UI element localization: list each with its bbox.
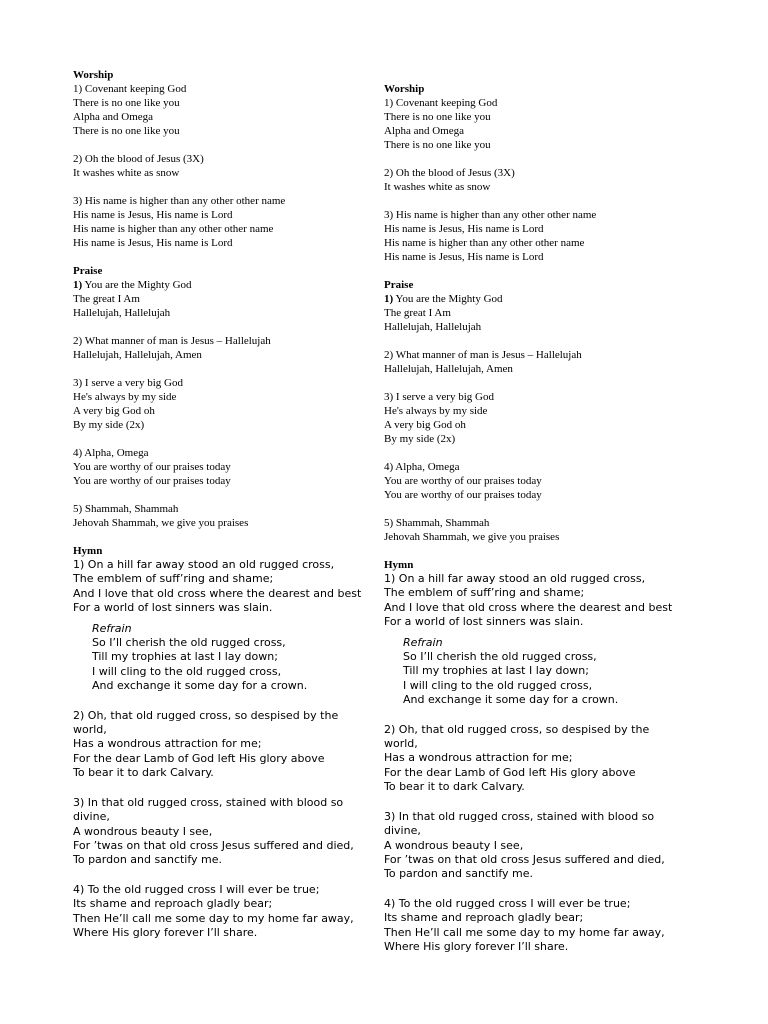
refrain-label: Refrain: [403, 635, 443, 649]
lyric-line: It washes white as snow: [73, 167, 180, 179]
lyric-line: His name is Jesus, His name is Lord: [73, 209, 233, 221]
verse-gap: [384, 889, 694, 897]
lyric-line: You are worthy of our praises today: [384, 489, 542, 501]
verse-gap: [73, 701, 383, 709]
song-gap: [73, 320, 383, 334]
lyric-line: 1) Covenant keeping God: [384, 97, 498, 109]
lyric-line: You are worthy of our praises today: [384, 475, 542, 487]
lyric-line: He's always by my side: [73, 391, 177, 403]
refrain-label: Refrain: [92, 621, 132, 635]
lyric-line: Has a wondrous attraction for me;: [73, 737, 262, 751]
hymn-heading: Hymn: [384, 559, 414, 571]
hymn-section: [73, 544, 383, 940]
worship-song: [384, 208, 694, 264]
lyric-line: Hallelujah, Hallelujah, Amen: [384, 363, 513, 375]
lyric-line: Its shame and reproach gladly bear;: [384, 911, 584, 925]
lyric-line: Where His glory forever I’ll share.: [384, 939, 569, 953]
verse-gap: [73, 781, 383, 789]
praise-song: [73, 278, 383, 320]
lyric-line: 2) What manner of man is Jesus – Hallelujah: [73, 335, 271, 347]
lyric-line: The emblem of suff’ring and shame;: [384, 586, 585, 600]
song-gap: [384, 334, 694, 348]
lyric-line: To bear it to dark Calvary.: [384, 780, 525, 794]
song-gap: [73, 488, 383, 502]
lyric-line: For the dear Lamb of God left His glory above: [384, 765, 636, 779]
verse-gap: [73, 868, 383, 876]
verse-gap: [384, 708, 694, 716]
lyric-line: For ’twas on that old cross Jesus suffered and died,: [73, 838, 354, 852]
lyric-line: 2) What manner of man is Jesus – Hallelujah: [384, 349, 582, 361]
lyric-line: 4) To the old rugged cross I will ever be true;: [384, 896, 631, 910]
lyric-line: 5) Shammah, Shammah: [73, 503, 179, 515]
hymn-verse: [384, 810, 694, 882]
lyric-line: Till my trophies at last I lay down;: [403, 664, 589, 678]
lyric-line: 3) His name is higher than any other other name: [73, 195, 286, 207]
lyric-line: So I’ll cherish the old rugged cross,: [403, 650, 597, 664]
lyric-line: world,: [384, 737, 418, 751]
song-gap: [384, 194, 694, 208]
lyric-line: A wondrous beauty I see,: [73, 824, 213, 838]
worship-heading: Worship: [384, 83, 425, 95]
lyric-line: The emblem of suff’ring and shame;: [73, 572, 274, 586]
lyric-line: Jehovah Shammah, we give you praises: [384, 531, 560, 543]
song-gap: [384, 152, 694, 166]
lyric-line: A very big God oh: [384, 419, 466, 431]
lyric-line: 1) On a hill far away stood an old rugged cross,: [384, 572, 646, 585]
lyric-line: Has a wondrous attraction for me;: [384, 751, 573, 765]
hymn-verse: [73, 709, 383, 781]
lyric-line: 4) To the old rugged cross I will ever be true;: [73, 882, 320, 896]
lyric-line: 4) Alpha, Omega: [384, 461, 460, 473]
lyric-line: You are worthy of our praises today: [73, 475, 231, 487]
section-gap: [384, 264, 694, 278]
lyric-line: Then He’ll call me some day to my home far away,: [384, 925, 665, 939]
song-gap: [73, 362, 383, 376]
song-gap: [73, 138, 383, 152]
worship-song: [73, 152, 383, 180]
worship-section: [73, 68, 383, 250]
verse-gap: [384, 715, 694, 723]
worship-song: [73, 194, 383, 250]
lyric-line: 4) Alpha, Omega: [73, 447, 149, 459]
lyric-line: Hallelujah, Hallelujah, Amen: [73, 349, 202, 361]
right-column: [384, 82, 694, 954]
lyric-line: divine,: [384, 824, 421, 838]
lyric-line: His name is higher than any other other name: [73, 223, 274, 235]
lyric-line: For ’twas on that old cross Jesus suffered and died,: [384, 852, 665, 866]
lyric-line: I will cling to the old rugged cross,: [92, 664, 282, 678]
lyric-line: 2) Oh the blood of Jesus (3X): [73, 153, 204, 165]
praise-song: [73, 502, 383, 530]
lyric-line: A wondrous beauty I see,: [384, 838, 524, 852]
hymn-verse: [73, 558, 383, 616]
lyric-line: Where His glory forever I’ll share.: [73, 925, 258, 939]
lyric-line: And I love that old cross where the dearest and best: [73, 586, 362, 600]
lyric-line: The great I Am: [73, 293, 140, 305]
left-column: [73, 68, 383, 940]
verse-gap: [384, 802, 694, 810]
praise-section: [73, 264, 383, 530]
hymn-verse: [384, 723, 694, 795]
praise-section: [384, 278, 694, 544]
lyric-line: His name is Jesus, His name is Lord: [73, 237, 233, 249]
lyric-line: 2) Oh the blood of Jesus (3X): [384, 167, 515, 179]
praise-song: [384, 348, 694, 376]
lyric-line: And exchange it some day for a crown.: [92, 679, 308, 693]
lyric-line: 3) In that old rugged cross, stained with blood so: [73, 795, 344, 809]
lyric-line: 2) Oh, that old rugged cross, so despised by the: [73, 708, 339, 722]
song-gap: [384, 446, 694, 460]
lyric-line: 3) In that old rugged cross, stained with blood so: [384, 809, 655, 823]
lyric-line: Till my trophies at last I lay down;: [92, 650, 278, 664]
song-gap: [73, 432, 383, 446]
praise-song: [384, 516, 694, 544]
worship-section: [384, 82, 694, 264]
lyric-line: Alpha and Omega: [384, 125, 465, 137]
lyric-line: To bear it to dark Calvary.: [73, 766, 214, 780]
lyric-line: For a world of lost sinners was slain.: [384, 615, 584, 629]
lyric-line: 3) I serve a very big God: [384, 391, 494, 403]
worship-song: [384, 166, 694, 194]
song-gap: [384, 376, 694, 390]
worship-song: [384, 96, 694, 152]
lyric-line: There is no one like you: [73, 125, 180, 137]
lyric-text: You are the Mighty God: [393, 293, 503, 305]
verse-gap: [384, 882, 694, 890]
section-gap: [384, 544, 694, 558]
lyric-line: For a world of lost sinners was slain.: [73, 601, 273, 615]
lyric-line: To pardon and sanctify me.: [384, 867, 534, 881]
lyric-line: By my side (2x): [384, 433, 456, 445]
verse-gap: [384, 795, 694, 803]
lyric-line: I will cling to the old rugged cross,: [403, 678, 593, 692]
lyric-line: 3) His name is higher than any other other name: [384, 209, 597, 221]
lyric-line: Hallelujah, Hallelujah: [73, 307, 171, 319]
lyric-line: The great I Am: [384, 307, 451, 319]
praise-song: [384, 292, 694, 334]
lyric-line: By my side (2x): [73, 419, 145, 431]
lyric-line: To pardon and sanctify me.: [73, 853, 223, 867]
lyric-line: [384, 292, 694, 306]
lyric-line: 3) I serve a very big God: [73, 377, 183, 389]
lyric-line: Hallelujah, Hallelujah: [384, 321, 482, 333]
praise-song: [73, 376, 383, 432]
praise-heading: Praise: [384, 279, 414, 291]
lyric-line: A very big God oh: [73, 405, 155, 417]
song-number: 1): [384, 293, 394, 305]
lyric-line: Its shame and reproach gladly bear;: [73, 897, 273, 911]
hymn-verse: [73, 883, 383, 941]
lyric-line: There is no one like you: [384, 139, 491, 151]
praise-heading: Praise: [73, 265, 103, 277]
lyric-line: divine,: [73, 810, 110, 824]
section-gap: [73, 250, 383, 264]
lyric-line: You are worthy of our praises today: [73, 461, 231, 473]
lyric-line: His name is Jesus, His name is Lord: [384, 251, 544, 263]
lyric-line: 5) Shammah, Shammah: [384, 517, 490, 529]
refrain-block: [384, 636, 694, 708]
lyric-line: 1) Covenant keeping God: [73, 83, 187, 95]
song-number: 1): [73, 279, 83, 291]
lyric-line: There is no one like you: [73, 97, 180, 109]
verse-gap: [73, 694, 383, 702]
lyric-line: Alpha and Omega: [73, 111, 154, 123]
verse-gap: [73, 788, 383, 796]
hymn-verse: [384, 897, 694, 955]
lyric-line: Then He’ll call me some day to my home far away,: [73, 911, 354, 925]
lyric-line: 2) Oh, that old rugged cross, so despised by the: [384, 722, 650, 736]
refrain-block: [73, 622, 383, 694]
lyric-line: Jehovah Shammah, we give you praises: [73, 517, 249, 529]
praise-song: [384, 390, 694, 446]
lyric-line: [73, 278, 383, 292]
song-gap: [73, 180, 383, 194]
lyric-line: There is no one like you: [384, 111, 491, 123]
lyric-line: His name is higher than any other other name: [384, 237, 585, 249]
worship-heading: Worship: [73, 69, 114, 81]
lyric-line: So I’ll cherish the old rugged cross,: [92, 636, 286, 650]
worship-song: [73, 82, 383, 138]
lyric-line: 1) On a hill far away stood an old rugged cross,: [73, 558, 335, 571]
hymn-heading: Hymn: [73, 545, 103, 557]
lyric-line: For the dear Lamb of God left His glory above: [73, 751, 325, 765]
verse-gap: [73, 875, 383, 883]
section-gap: [73, 530, 383, 544]
lyric-line: And exchange it some day for a crown.: [403, 693, 619, 707]
song-gap: [384, 502, 694, 516]
lyric-text: You are the Mighty God: [82, 279, 192, 291]
lyric-line: world,: [73, 723, 107, 737]
praise-song: [73, 334, 383, 362]
lyric-line: It washes white as snow: [384, 181, 491, 193]
lyric-line: His name is Jesus, His name is Lord: [384, 223, 544, 235]
hymn-section: [384, 558, 694, 954]
praise-song: [73, 446, 383, 488]
praise-song: [384, 460, 694, 502]
lyric-line: He's always by my side: [384, 405, 488, 417]
hymn-verse: [73, 796, 383, 868]
hymn-verse: [384, 572, 694, 630]
lyric-line: And I love that old cross where the dearest and best: [384, 600, 673, 614]
